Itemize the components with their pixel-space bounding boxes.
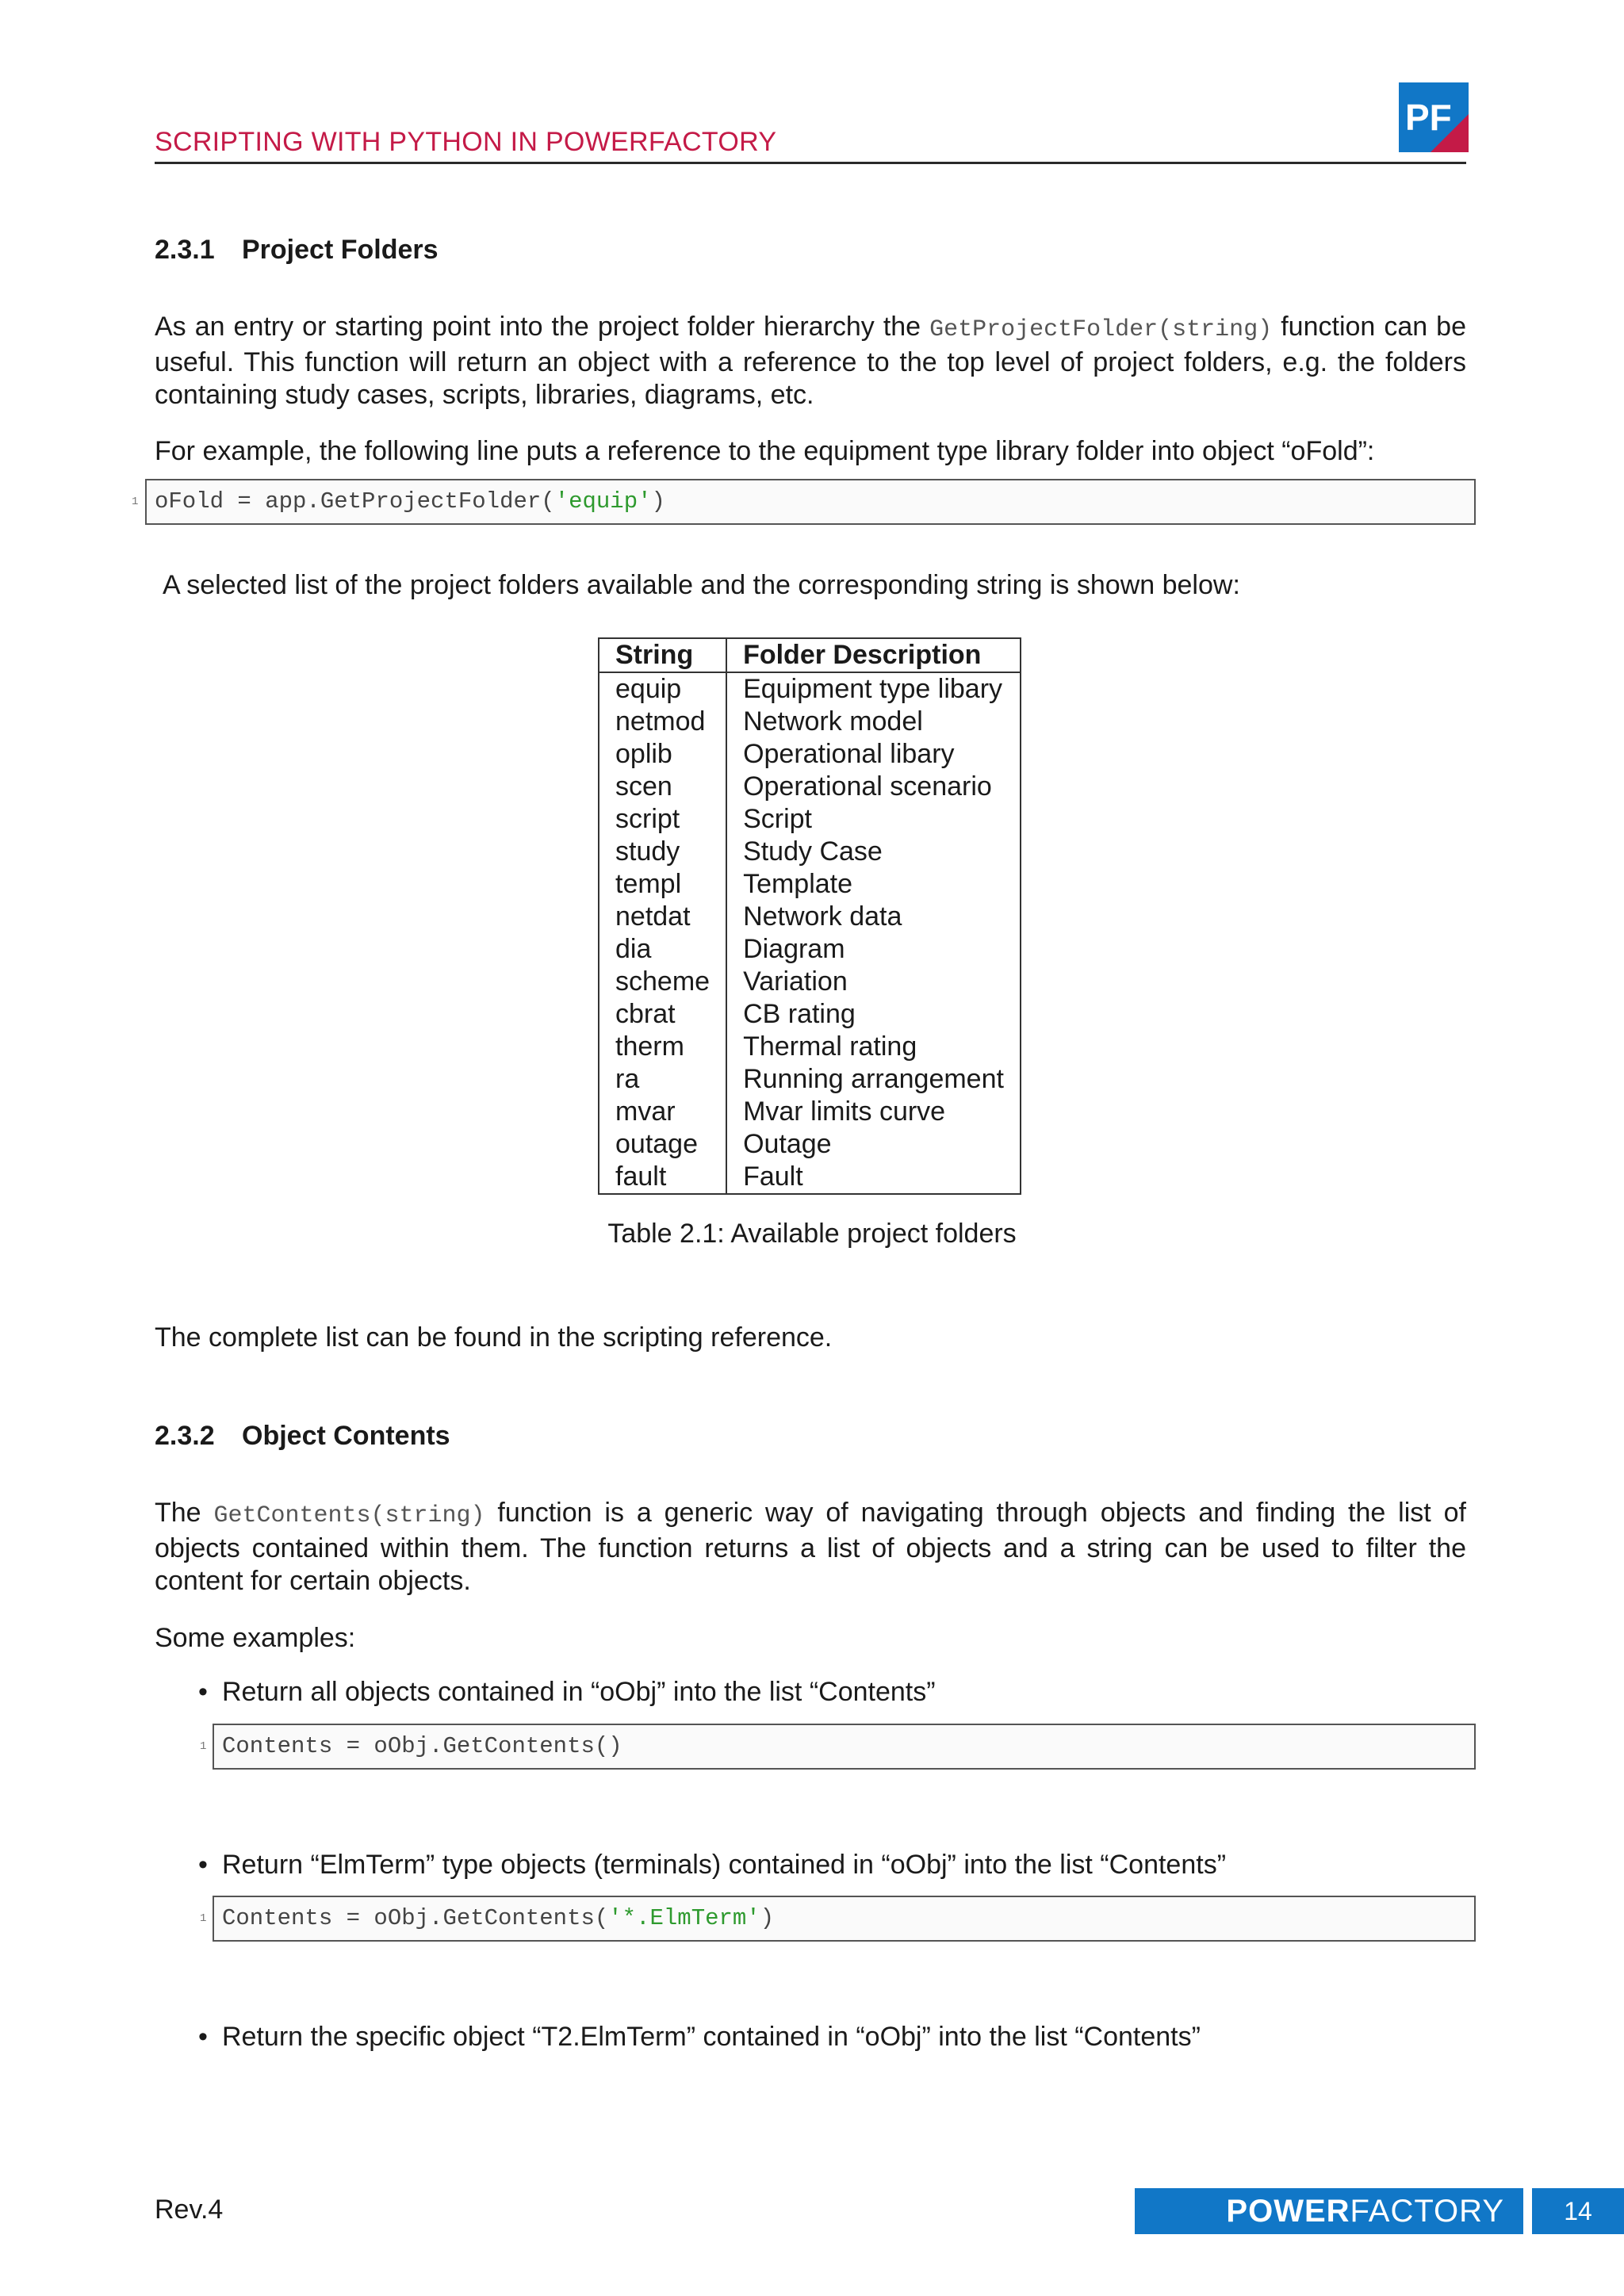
cell-string: mvar <box>599 1096 726 1128</box>
cell-string: outage <box>599 1128 726 1161</box>
cell-description: Study Case <box>743 836 883 867</box>
header-string: String <box>599 639 726 672</box>
paragraph-list-intro: A selected list of the project folders available and the corresponding string is shown below: <box>163 570 1240 600</box>
header-description: Folder Description <box>726 639 1020 672</box>
cell-string: scheme <box>599 966 726 998</box>
code-block: Contents = oObj.GetContents('*.ElmTerm') <box>213 1896 1476 1942</box>
cell-string: scen <box>599 771 726 803</box>
folders-table <box>598 637 1021 1195</box>
section-heading-2-3-1 <box>155 235 439 266</box>
cell-string: templ <box>599 868 726 901</box>
cell-description: CB rating <box>743 999 856 1029</box>
cell-description: Thermal rating <box>743 1031 917 1062</box>
table-row <box>599 868 1020 901</box>
cell-string: script <box>599 803 726 836</box>
cell-description: Operational libary <box>743 739 955 769</box>
cell-description: Mvar limits curve <box>743 1096 946 1127</box>
code-block: oFold = app.GetProjectFolder('equip') <box>145 479 1476 525</box>
pf-logo-icon <box>1399 82 1469 152</box>
paragraph-example: For example, the following line puts a reference to the equipment type library folder into object “oFold”: <box>155 436 1375 466</box>
list-item: • Return “ElmTerm” type objects (terminals) contained in “oObj” into the list “Contents” <box>198 1850 1227 1880</box>
cell-description: Diagram <box>743 934 845 964</box>
cell-string: therm <box>599 1031 726 1063</box>
table-header-row <box>599 639 1020 672</box>
table-row <box>599 1096 1020 1128</box>
header-title: SCRIPTING WITH PYTHON IN POWERFACTORY <box>155 127 777 157</box>
table-row <box>599 836 1020 868</box>
table-row <box>599 1063 1020 1096</box>
table-row <box>599 706 1020 738</box>
table-row <box>599 803 1020 836</box>
cell-description: Outage <box>743 1129 832 1159</box>
table-row <box>599 1128 1020 1161</box>
section-number: 2.3.2 <box>155 1421 215 1451</box>
cell-string: study <box>599 836 726 868</box>
table-row <box>599 1031 1020 1063</box>
cell-description: Script <box>743 804 812 834</box>
cell-string: ra <box>599 1063 726 1096</box>
section-title: Object Contents <box>242 1421 450 1451</box>
table-row <box>599 738 1020 771</box>
cell-description: Operational scenario <box>743 771 992 802</box>
cell-string: dia <box>599 933 726 966</box>
cell-string: equip <box>599 672 726 706</box>
list-item: • Return all objects contained in “oObj” into the list “Contents” <box>198 1677 936 1707</box>
cell-description: Fault <box>743 1161 803 1192</box>
code-line-number: 1 <box>200 1740 207 1753</box>
paragraph-getcontents: The GetContents(string) function is a generic way of navigating through objects and finding the list of objects contained within them. The function returns a list of objects and a string can be used to filter the content for certain objects. <box>155 1498 1466 1596</box>
paragraph-intro: As an entry or starting point into the project folder hierarchy the GetProjectFolder(string) function can be useful. This function will return an object with a reference to the top level of project folders, e.g. the folders containing study cases, scripts, libraries, diagrams, etc. <box>155 312 1466 410</box>
cell-description: Network model <box>743 706 923 737</box>
list-item: • Return the specific object “T2.ElmTerm” contained in “oObj” into the list “Contents” <box>198 2022 1201 2052</box>
code-line-number: 1 <box>200 1912 207 1925</box>
cell-description: Network data <box>743 901 902 932</box>
paragraph-some-examples: Some examples: <box>155 1623 356 1653</box>
section-number: 2.3.1 <box>155 235 215 265</box>
cell-description: Equipment type libary <box>743 674 1003 704</box>
code-line-number: 1 <box>132 496 139 508</box>
table-row <box>599 933 1020 966</box>
header-rule <box>155 162 1466 164</box>
table-row <box>599 672 1020 706</box>
table-row <box>599 901 1020 933</box>
footer-revision: Rev.4 <box>155 2195 224 2225</box>
table-row <box>599 1161 1020 1193</box>
cell-description: Template <box>743 869 853 899</box>
cell-string: fault <box>599 1161 726 1193</box>
cell-string: netmod <box>599 706 726 738</box>
pf-logo-text: PF <box>1405 97 1452 138</box>
table-row <box>599 771 1020 803</box>
inline-code: GetProjectFolder(string) <box>929 316 1273 343</box>
cell-string: oplib <box>599 738 726 771</box>
footer-page-number: 14 <box>1532 2188 1624 2234</box>
inline-code: GetContents(string) <box>213 1502 485 1529</box>
table-row <box>599 966 1020 998</box>
paragraph-complete-list: The complete list can be found in the scripting reference. <box>155 1322 833 1353</box>
cell-string: netdat <box>599 901 726 933</box>
cell-string: cbrat <box>599 998 726 1031</box>
cell-description: Running arrangement <box>743 1064 1004 1094</box>
footer-brand: POWERFACTORY <box>1135 2188 1523 2234</box>
cell-description: Variation <box>743 966 848 997</box>
code-block: Contents = oObj.GetContents() <box>213 1724 1476 1770</box>
section-title: Project Folders <box>242 235 439 265</box>
table-row <box>599 998 1020 1031</box>
table-caption: Table 2.1: Available project folders <box>607 1219 1017 1249</box>
section-heading-2-3-2 <box>155 1421 450 1452</box>
